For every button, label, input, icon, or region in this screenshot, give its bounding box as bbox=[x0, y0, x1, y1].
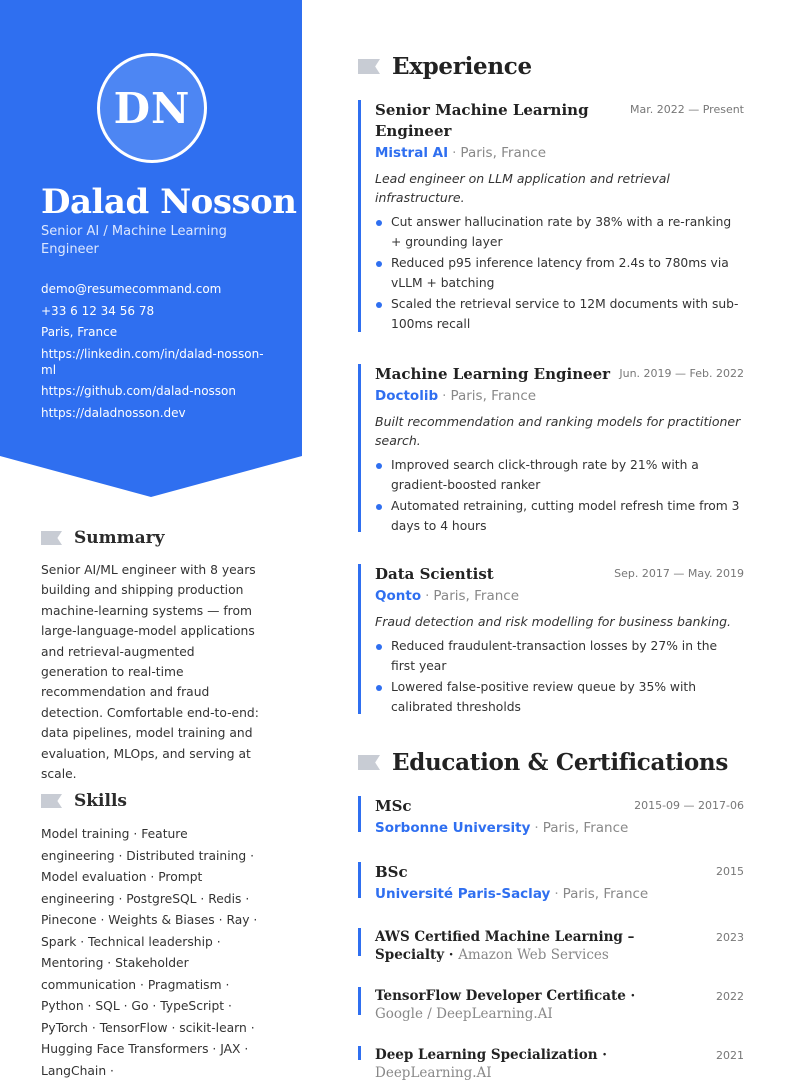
job-company: Qonto bbox=[375, 588, 422, 604]
education-item bbox=[358, 862, 744, 902]
cert-line bbox=[375, 928, 685, 964]
skills-heading bbox=[41, 791, 127, 811]
contact-email[interactable]: demo@resumecommand.com bbox=[41, 282, 222, 296]
job-bullet: Reduced p95 inference latency from 2.4s to 780ms via vLLM + batching bbox=[375, 254, 744, 293]
flag-icon bbox=[358, 755, 380, 770]
job-description: Lead engineer on LLM application and retrieval infrastructure. bbox=[375, 171, 670, 205]
education-item bbox=[358, 796, 744, 836]
job-company: Doctolib bbox=[375, 388, 439, 404]
degree-location: Paris, France bbox=[562, 886, 649, 902]
job-location: Paris, France bbox=[433, 588, 520, 604]
candidate-role: Senior AI / Machine Learning Engineer bbox=[41, 224, 227, 257]
job-title: Senior Machine Learning Engineer bbox=[375, 101, 589, 140]
flag-icon bbox=[358, 59, 380, 74]
contact-location: Paris, France bbox=[41, 325, 118, 339]
experience-item bbox=[358, 364, 744, 532]
job-dates: Jun. 2019 — Feb. 2022 bbox=[619, 367, 744, 380]
contact-website-link[interactable]: https://daladnosson.dev bbox=[41, 405, 186, 420]
contact-phone[interactable]: +33 6 12 34 56 78 bbox=[41, 303, 155, 318]
job-bullet: Automated retraining, cutting model refresh time from 3 days to 4 hours bbox=[375, 497, 744, 536]
degree-title: MSc bbox=[375, 797, 412, 815]
contact-list bbox=[41, 281, 271, 426]
candidate-name: Dalad Nosson bbox=[41, 182, 297, 222]
avatar: DN bbox=[97, 53, 207, 163]
experience-heading-label: Experience bbox=[392, 53, 532, 80]
summary-heading bbox=[41, 528, 164, 548]
cert-year: 2021 bbox=[716, 1049, 744, 1062]
job-bullet: Cut answer hallucination rate by 38% with a re-ranking + grounding layer bbox=[375, 213, 744, 252]
job-dates: Sep. 2017 — May. 2019 bbox=[614, 567, 744, 580]
job-org-line: Mistral AI · Paris, France bbox=[375, 145, 547, 161]
flag-icon bbox=[41, 531, 62, 545]
job-org-line: Doctolib · Paris, France bbox=[375, 388, 537, 404]
degree-org-line: Sorbonne University · Paris, France bbox=[375, 820, 629, 836]
skills-list: Model training · Feature engineering · Distributed training · Model evaluation · Prompt engineering · PostgreSQL · Redis · Pinecone · Weights & Biases · Ray · Spark · Technical leadership · Mentoring · Stakeholder communication · Pragmatism · Python · SQL · Go · TypeScript · PyTorch · TensorFlow · scikit-learn · Hugging Face Transformers · JAX · LangChain · bbox=[41, 827, 258, 1078]
job-org-line: Qonto · Paris, France bbox=[375, 588, 520, 604]
job-dates: Mar. 2022 — Present bbox=[630, 103, 744, 116]
experience-item bbox=[358, 564, 744, 714]
cert-title: Deep Learning Specialization · bbox=[375, 1047, 607, 1063]
job-bullet: Improved search click-through rate by 21% with a gradient-boosted ranker bbox=[375, 456, 744, 495]
job-description: Fraud detection and risk modelling for business banking. bbox=[375, 614, 732, 629]
experience-heading bbox=[358, 53, 532, 80]
cert-issuer: Amazon Web Services bbox=[458, 947, 609, 963]
job-location: Paris, France bbox=[460, 145, 547, 161]
job-bullets bbox=[375, 456, 744, 536]
skills-heading-label: Skills bbox=[74, 791, 128, 811]
cert-title: TensorFlow Developer Certificate · bbox=[375, 988, 636, 1004]
job-bullet: Scaled the retrieval service to 12M documents with sub-100ms recall bbox=[375, 295, 744, 334]
experience-item bbox=[358, 100, 744, 332]
cert-line bbox=[375, 1046, 685, 1082]
contact-linkedin-link[interactable]: https://linkedin.com/in/dalad-nosson-ml bbox=[41, 346, 264, 377]
degree-org-line: Université Paris-Saclay · Paris, France bbox=[375, 886, 649, 902]
degree-dates: 2015 bbox=[716, 865, 744, 878]
job-bullet: Reduced fraudulent-transaction losses by 27% in the first year bbox=[375, 637, 744, 676]
job-company: Mistral AI bbox=[375, 145, 449, 161]
education-heading bbox=[358, 749, 728, 776]
job-bullet: Lowered false-positive review queue by 35% with calibrated thresholds bbox=[375, 678, 744, 717]
summary-text: Senior AI/ML engineer with 8 years building and shipping production machine-learning systems — from large-language-model applications and retrieval-augmented generation to real-time recommendation and fraud detection. Comfortable end-to-end: data pipelines, model training and evaluation, MLOps, and serving at scale. bbox=[41, 563, 259, 782]
flag-icon bbox=[41, 794, 62, 808]
cert-issuer: DeepLearning.AI bbox=[375, 1065, 492, 1081]
cert-year: 2023 bbox=[716, 931, 744, 944]
degree-location: Paris, France bbox=[542, 820, 629, 836]
certification-item bbox=[358, 928, 744, 963]
cert-year: 2022 bbox=[716, 990, 744, 1003]
job-bullets bbox=[375, 637, 744, 717]
job-bullets bbox=[375, 213, 744, 334]
summary-heading-label: Summary bbox=[74, 528, 165, 548]
certification-item bbox=[358, 987, 744, 1022]
certification-item bbox=[358, 1046, 744, 1081]
job-description: Built recommendation and ranking models for practitioner search. bbox=[375, 414, 741, 448]
job-title: Data Scientist bbox=[375, 565, 494, 583]
degree-school: Université Paris-Saclay bbox=[375, 886, 551, 902]
education-heading-label: Education & Certifications bbox=[392, 749, 728, 776]
degree-school: Sorbonne University bbox=[375, 820, 531, 836]
contact-github-link[interactable]: https://github.com/dalad-nosson bbox=[41, 384, 236, 398]
cert-title: AWS Certified Machine Learning – Specialty · bbox=[375, 929, 635, 963]
job-location: Paris, France bbox=[450, 388, 537, 404]
cert-line bbox=[375, 987, 685, 1023]
main-column bbox=[358, 0, 744, 1081]
sidebar bbox=[0, 0, 302, 1078]
job-title: Machine Learning Engineer bbox=[375, 365, 611, 383]
degree-dates: 2015-09 — 2017-06 bbox=[634, 799, 744, 812]
cert-issuer: Google / DeepLearning.AI bbox=[375, 1006, 553, 1022]
degree-title: BSc bbox=[375, 863, 408, 881]
